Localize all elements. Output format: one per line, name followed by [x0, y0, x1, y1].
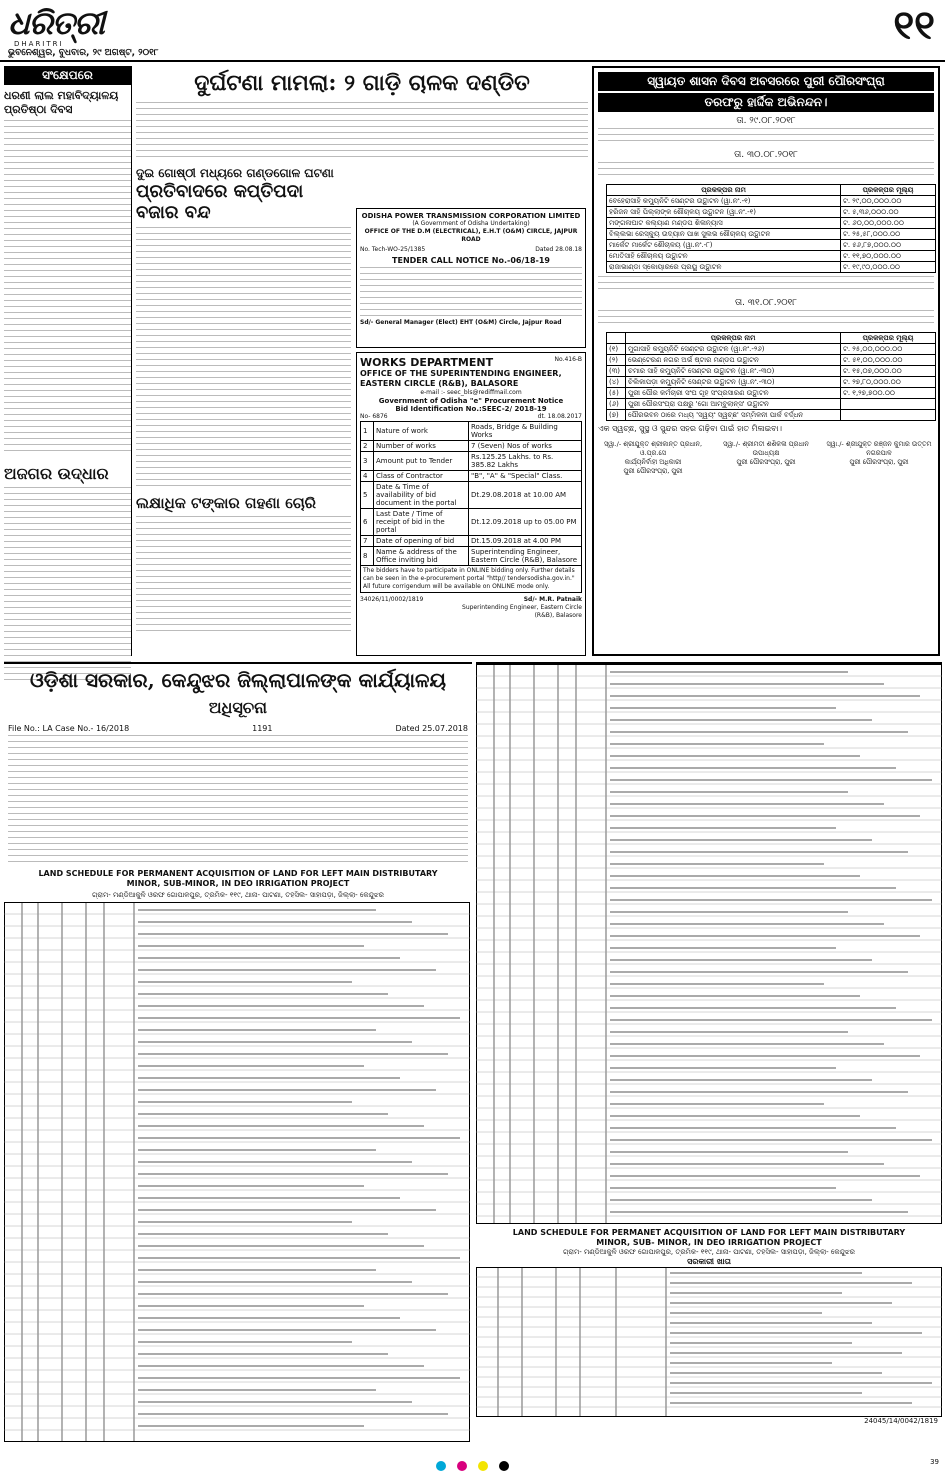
- signatory-title: ଉପାଧ୍ୟକ୍ଷ: [752, 449, 780, 457]
- works-row-key: Last Date / Time of receipt of bid in the portal: [374, 509, 469, 536]
- project-serial: (୩): [607, 366, 626, 377]
- puri-para-2: [598, 162, 934, 184]
- puri-closing: ଏକ ସ୍ୱଚ୍ଛ, ସୁସ୍ଥ ଓ ସୁନ୍ଦର ସହର ଗଢ଼ିବା ପାଇଁ ହାତ ମିଳାଇବା।: [598, 424, 782, 433]
- kendujhar-title: ଓଡ଼ିଶା ସରକାର, କେନ୍ଦୁଝର ଜିଲ୍ଲାପାଳଙ୍କ କାର୍ଯ୍ୟାଳୟ: [30, 668, 446, 692]
- story3-headline: ଲକ୍ଷାଧିକ ଟଙ୍କାର ଗହଣା ଚୋରି: [136, 494, 317, 512]
- project-row: [607, 196, 936, 207]
- project-value: [841, 410, 936, 421]
- project-name: ଚିଲିକାପଡ଼ା କମ୍ୟୁନିଟି ସେଣ୍ଟର ଉଦ୍ଘାଟନ (ୱା.ନଂ.-୩୦): [626, 377, 841, 388]
- works-row-value: Dt.15.09.2018 at 4.00 PM: [469, 536, 582, 547]
- signature-block: [711, 440, 821, 476]
- works-row: [361, 547, 582, 566]
- project-name: ପୌରଭବନ ଠାରେ ମଧ୍ୟ 'ସ୍ୱୟଂ ସ୍ୱଚ୍ଛ' ସମ୍ମିଳନୀ ପାର୍କ ବର୍ଦ୍ଧନ: [626, 410, 841, 421]
- signatory-name: ସ୍ୱା./- ଶ୍ରୀମତୀ ଶଶିକଳା ପ୍ରଧାନ: [723, 440, 809, 448]
- project-row: [607, 366, 936, 377]
- works-row-value: "B", "A" & "Special" Class.: [469, 471, 582, 482]
- serial-header: [607, 333, 626, 344]
- puri-para-4: [598, 310, 934, 332]
- project-name: ହରିଜନ ସାହି ପିଲ୍ଲାଙ୍କ ଶୌଚାଳୟ ଉଦ୍ଘାଟନ (ୱା.ନଂ.-୧): [607, 207, 841, 218]
- works-office: OFFICE OF THE SUPERINTENDING ENGINEER, EASTERN CIRCLE (R&B), BALASORE: [360, 369, 562, 388]
- project-serial: (୪): [607, 377, 626, 388]
- project-row: [607, 207, 936, 218]
- works-row-number: 6: [361, 509, 374, 536]
- project-name: ଚମାର ସାହି କମ୍ୟୁନିଟି ସେଣ୍ଟର ଉଦ୍ଘାଟନ (ୱା.ନଂ.-୩୦): [626, 366, 841, 377]
- works-row-number: 7: [361, 536, 374, 547]
- file-dated: Dated 25.07.2018: [395, 724, 468, 733]
- table-border: [477, 1268, 942, 1417]
- project-value: ଟ. ୧,୨୭,୭୦୦.୦୦: [841, 388, 936, 399]
- works-row: [361, 482, 582, 509]
- kendujhar-schedule-continued: [476, 662, 942, 1452]
- page-number: ୧୧: [893, 2, 935, 49]
- masthead: [0, 0, 945, 62]
- col-name-header: ପ୍ରକଳ୍ପର ନାମ: [626, 333, 841, 344]
- project-name: ପୁରୀ ପୌରସଂଘ୍ରା ପକ୍ଷରୁ 'ଗୋ ଆମ୍ବୁଲାନ୍ସ' ଉଦ୍ଘାଟନ: [626, 399, 841, 410]
- optcl-tender-title: TENDER CALL NOTICE No.-06/18-19: [392, 256, 550, 265]
- works-row-key: Number of works: [374, 441, 469, 452]
- works-row-key: Date of opening of bid: [374, 536, 469, 547]
- puri-date-2: ତା. ୩୦.୦୮.୨୦୧୮: [734, 150, 798, 160]
- story1-body: [136, 102, 588, 162]
- brief-headline-2: ଅଜଗର ଉଦ୍ଧାର: [4, 464, 109, 483]
- works-sign-title: Superintending Engineer, Eastern Circle (R&B), Balasore: [462, 604, 582, 619]
- schedule-title-2: LAND SCHEDULE FOR PERMANET ACQUISITION OF LAND FOR LEFT MAIN DISTRIBUTARY MINOR, SUB- MINOR, IN DEO IRRIGATION PROJECT: [512, 1228, 906, 1247]
- footer-registration: [0, 1456, 945, 1472]
- col-value-header: ପ୍ରକଳ୍ପର ମୂଲ୍ୟ: [841, 333, 936, 344]
- kendujhar-ref: 24045/14/0042/1819: [864, 1417, 938, 1425]
- works-row: [361, 536, 582, 547]
- story2-headline: ପ୍ରତିବାଦରେ କପ୍ତିପଦା ବଜାର ବନ୍ଦ: [136, 181, 304, 223]
- project-name: ପୁରୀ ପୌର କର୍ମଚାରୀ ସଂଘ ଗୃହ ସଂପ୍ରସାରଣ ଉଦ୍ଘାଟନ: [626, 388, 841, 399]
- works-row-number: 1: [361, 422, 374, 441]
- kendujhar-subtitle: ଅଧିସୂଚନା: [208, 698, 268, 717]
- brief-body-2: [4, 487, 131, 687]
- project-name: ରାଜାଭାଣ୍ଡା ସ୍କୋୟାରରେ ପ୍ରୟୁ ଉଦ୍ଘାଟନ: [607, 262, 841, 273]
- optcl-subtitle: (A Government of Odisha Undertaking): [412, 220, 530, 227]
- project-value: ଟ. ୨୯,୦୦,୦୦୦.୦୦: [841, 196, 936, 207]
- land-schedule-table: [4, 902, 470, 1442]
- optcl-title: ODISHA POWER TRANSMISSION CORPORATION LIMITED: [361, 212, 581, 220]
- project-serial: (୫): [607, 388, 626, 399]
- kendujhar-notice: [4, 662, 472, 1452]
- project-row: [607, 240, 936, 251]
- puri-table-1: [606, 184, 936, 273]
- works-row: [361, 471, 582, 482]
- project-value: ଟ. ୨୫,୫୮,୦୦୦.୦୦: [841, 229, 936, 240]
- project-row: [607, 251, 936, 262]
- project-value: ଟ. ୧୯,୯୦,୦୦୦.୦୦: [841, 262, 936, 273]
- yellow-registration-dot: [478, 1461, 488, 1471]
- project-row: [607, 355, 936, 366]
- works-title: WORKS DEPARTMENT: [360, 356, 494, 369]
- newspaper-logo: ଧରିତ୍ରୀ: [8, 4, 104, 42]
- works-note: The bidders have to participate in ONLINE bidding only. Further details can be seen in the e-procurement portal "http// tendersodisha.gov.in." All future corrigendum will be available on ONLINE mode only.: [360, 566, 582, 593]
- project-serial: (୧): [607, 344, 626, 355]
- works-row: [361, 441, 582, 452]
- puri-advert: [592, 66, 940, 656]
- signature-block: [824, 440, 934, 476]
- story3-body: [136, 516, 351, 636]
- optcl-body: [360, 267, 582, 319]
- project-row: [607, 229, 936, 240]
- brief-body-1: [4, 120, 131, 460]
- notification-body: [8, 735, 468, 863]
- works-row-number: 2: [361, 441, 374, 452]
- works-row-number: 8: [361, 547, 374, 566]
- signatory-title: ନଗରପାଳ: [866, 449, 892, 457]
- puri-heading-2: ତରଫରୁ ହାର୍ଦ୍ଦିକ ଅଭିନନ୍ଦନ।: [598, 93, 934, 112]
- works-row-value: Superintending Engineer, Eastern Circle (R&B), Balasore: [469, 547, 582, 566]
- dateline: ଭୁବନେଶ୍ୱର, ବୁଧବାର, ୨୯ ଅଗଷ୍ଟ, ୨୦୧୮: [8, 48, 159, 58]
- project-serial: (୭): [607, 410, 626, 421]
- works-no: No- 6876: [360, 413, 388, 420]
- works-row: [361, 422, 582, 441]
- signatory-name: ସ୍ୱା./- ଶ୍ରୀଯୁକ୍ତ ଶ୍ରୀକାନ୍ତ ପ୍ରଧାନ, ଓ.ପ୍ର.ସେ: [603, 440, 703, 457]
- project-serial: (୬): [607, 399, 626, 410]
- brief-column: [4, 66, 132, 656]
- project-value: ଟ. ୫୧,୦୦,୦୦୦.୦୦: [841, 355, 936, 366]
- works-row-number: 5: [361, 482, 374, 509]
- project-serial: (୨): [607, 355, 626, 366]
- village-line: ଗ୍ରାମ- ମଣ୍ଡିଆକୁଳି ଓରଫ ଗୋପାଳପୁର, ତ୍ରମିକ- ୧୧୯, ଥାନା- ପାଟଣା, ତହସିଲ- ସାହାପଡ଼ା, ଜିଲ୍ଲା- କେନ୍ଦୁଝର: [92, 891, 384, 899]
- puri-date-3: ତା. ୩୧.୦୮.୨୦୧୮: [735, 298, 797, 308]
- story1-headline: ଦୁର୍ଘଟଣା ମାମଲା: ୨ ଗାଡ଼ି ଚାଳକ ଦଣ୍ଡିତ: [194, 70, 530, 96]
- optcl-tender-notice: [356, 208, 586, 348]
- works-dt: dt. 18.08.2017: [537, 413, 582, 420]
- project-value: ଟ. ୬୦,୦୦,୦୦୦.୦୦: [841, 218, 936, 229]
- project-value: ଟ. ୨୭,୮୦,୦୦୦.୦୦: [841, 377, 936, 388]
- signatory-org: ପୁରୀ ପୌରସଂଘ୍ରା, ପୁରୀ: [623, 467, 683, 475]
- works-bid: Bid Identification No.:SEEC-2/ 2018-19: [395, 405, 547, 413]
- works-gov: Government of Odisha "e" Procurement Notice: [378, 397, 564, 405]
- puri-date-1: ତା. ୨୯.୦୮.୨୦୧୮: [736, 116, 796, 126]
- col-name-header: ପ୍ରକଳ୍ପର ନାମ: [607, 185, 841, 196]
- signatory-name: ସ୍ୱା./- ଶ୍ରୀଯୁକ୍ତ ରଞ୍ଜନ କୁମାର ଉତ୍ତମ: [826, 440, 932, 448]
- works-row-value: Dt.29.08.2018 at 10.00 AM: [469, 482, 582, 509]
- project-row: [607, 262, 936, 273]
- project-row: [607, 410, 936, 421]
- project-row: [607, 377, 936, 388]
- project-value: ଟ. ୫,୩୬,୦୦୦.୦୦: [841, 207, 936, 218]
- puri-signatures: [598, 440, 934, 476]
- page-mark: 39: [930, 1458, 939, 1466]
- works-row-number: 4: [361, 471, 374, 482]
- works-department-notice: [356, 352, 586, 656]
- signatory-org: ପୁରୀ ପୌରସଂଘ୍ରା, ପୁରୀ: [849, 458, 909, 466]
- signature-block: [598, 440, 708, 476]
- story2-body: [136, 227, 351, 492]
- project-value: ଟ. ୧୫,୦୭,୦୦୦.୦୦: [841, 366, 936, 377]
- works-row-value: Roads, Bridge & Building Works: [469, 422, 582, 441]
- works-code: No.416-B: [554, 356, 582, 363]
- land-schedule-table-continued: [476, 664, 942, 1224]
- schedule-title: LAND SCHEDULE FOR PERMANENT ACQUISITION OF LAND FOR LEFT MAIN DISTRIBUTARY MINOR, SUB-MINOR, IN DEO IRRIGATION PROJECT: [38, 869, 438, 888]
- logo-subtitle: DHARITRI: [14, 40, 64, 48]
- works-email: e-mail :- seec_bls@rediffmail.com: [420, 389, 522, 396]
- signatory-org: ପୁରୀ ପୌରସଂଘ୍ରା, ପୁରୀ: [736, 458, 796, 466]
- cyan-registration-dot: [436, 1461, 446, 1471]
- project-name: ବେହେରାସାହି କମ୍ୟୁନିଟି ସେଣ୍ଟର ଉଦ୍ଘାଟନ (ୱା.ନଂ.-୧): [607, 196, 841, 207]
- govt-khata-table: [476, 1267, 942, 1417]
- works-ref: 34026/11/0002/1819: [360, 596, 424, 603]
- project-value: ଟ. ୨୫,୦୦,୦୦୦.୦୦: [841, 344, 936, 355]
- works-table: [360, 421, 582, 566]
- brief-label: ସଂକ୍ଷେପରେ: [4, 66, 131, 85]
- project-name: ମୁଗାସାହି କମ୍ୟୁନିଟି ସେଣ୍ଟର ଉଦ୍ଘାଟନ (ୱା.ନଂ.-୨୬): [626, 344, 841, 355]
- project-row: [607, 344, 936, 355]
- project-value: ଟ. ୫୬,୮୭,୦୦୦.୦୦: [841, 240, 936, 251]
- optcl-notice-no: No. Tech-WO-25/1385: [360, 246, 426, 253]
- optcl-signoff: Sd/- General Manager (Elect) EHT (O&M) Circle, Jajpur Road: [360, 319, 562, 326]
- works-row: [361, 509, 582, 536]
- works-row-value: Dt.12.09.2018 up to 05.00 PM: [469, 509, 582, 536]
- signatory-title: କାର୍ଯ୍ୟନିର୍ବାହୀ ଅଧିକାରୀ: [624, 458, 682, 466]
- magenta-registration-dot: [457, 1461, 467, 1471]
- file-num: 1191: [252, 724, 273, 733]
- village-line-2: ଗ୍ରାମ- ମଣ୍ଡିଆକୁଳି ଓରଫ ଗୋପାଳପୁର, ତ୍ରମିକ- ୧୧୯, ଥାନା- ପାଟଣା, ତହସିଲ- ସାହାପଡ଼ା, ଜିଲ୍ଲା- କେନ୍ଦୁଝର: [563, 1248, 855, 1256]
- works-row-key: Nature of work: [374, 422, 469, 441]
- works-row-value: Rs.125.25 Lakhs. to Rs. 385.82 Lakhs: [469, 452, 582, 471]
- project-value: [841, 399, 936, 410]
- project-name: ବିଲ୍ଲଭା ରେସ୍କ୍ୟୁ ଉଦ୍ୟାନ ପାଖ ସୁଲଭ ଶୌଚାଳୟ ଉଦ୍ଘାଟନ: [607, 229, 841, 240]
- works-row-number: 3: [361, 452, 374, 471]
- works-row-key: Amount put to Tender: [374, 452, 469, 471]
- project-name: ମାର୍କେଟ ମାର୍କେଟ ଶୌଚାଳୟ (ୱା.ନଂ.-୮): [607, 240, 841, 251]
- table-border: [5, 903, 470, 1442]
- project-value: ଟ. ୧୧,୭୦,୦୦୦.୦୦: [841, 251, 936, 262]
- optcl-office: OFFICE OF THE D.M (ELECTRICAL), E.H.T (O&M) CIRCLE, JAJPUR ROAD: [364, 228, 578, 243]
- puri-heading-1: ସ୍ୱାୟତ ଶାସନ ଦିବସ ଅବସରରେ ପୁରୀ ପୌରସଂଘ୍ରା: [598, 72, 934, 91]
- project-row: [607, 218, 936, 229]
- puri-table-2: [606, 332, 936, 421]
- project-row: [607, 388, 936, 399]
- project-name: ମଙ୍ଗଳାଘାଟ କଲ୍ୟାଣ ମଣ୍ଡପ ଶିଳାନ୍ୟାସ: [607, 218, 841, 229]
- project-name: ଭେଣ୍ଟେରଣ ନଗର ଅର୍ଭ ଷ୍ଟାର ମଣ୍ଡପ ଉଦ୍ଘାଟନ: [626, 355, 841, 366]
- works-sign-name: Sd/- M.R. Patnaik: [523, 596, 582, 603]
- works-row-key: Class of Contractor: [374, 471, 469, 482]
- black-registration-dot: [499, 1461, 509, 1471]
- project-name: ମୋତିସାହି ଶୌଚାଳୟ ଉଦ୍ଘାଟନ: [607, 251, 841, 262]
- works-row-value: 7 (Seven) Nos of works: [469, 441, 582, 452]
- brief-headline-1: ଧରଣୀ ଲାଲ ମହାବିଦ୍ୟାଳୟ ପ୍ରତିଷ୍ଠା ଦିବସ: [4, 89, 119, 116]
- col-value-header: ପ୍ରକଳ୍ପର ମୂଲ୍ୟ: [841, 185, 936, 196]
- works-row-key: Date & Time of availability of bid document in the portal: [374, 482, 469, 509]
- works-row: [361, 452, 582, 471]
- optcl-dated: Dated 28.08.18: [535, 246, 582, 253]
- govt-khata: ସରକାରୀ ଖାତା: [687, 1257, 731, 1266]
- puri-para-3: [598, 276, 934, 298]
- puri-para-1: [598, 128, 934, 150]
- project-row: [607, 399, 936, 410]
- file-no: File No.: LA Case No.- 16/2018: [8, 724, 130, 733]
- story2-kicker: ଦୁଇ ଗୋଷ୍ଠୀ ମଧ୍ୟରେ ଗଣ୍ଡଗୋଳ ଘଟଣା: [136, 166, 334, 180]
- works-row-key: Name & address of the Office inviting bid: [374, 547, 469, 566]
